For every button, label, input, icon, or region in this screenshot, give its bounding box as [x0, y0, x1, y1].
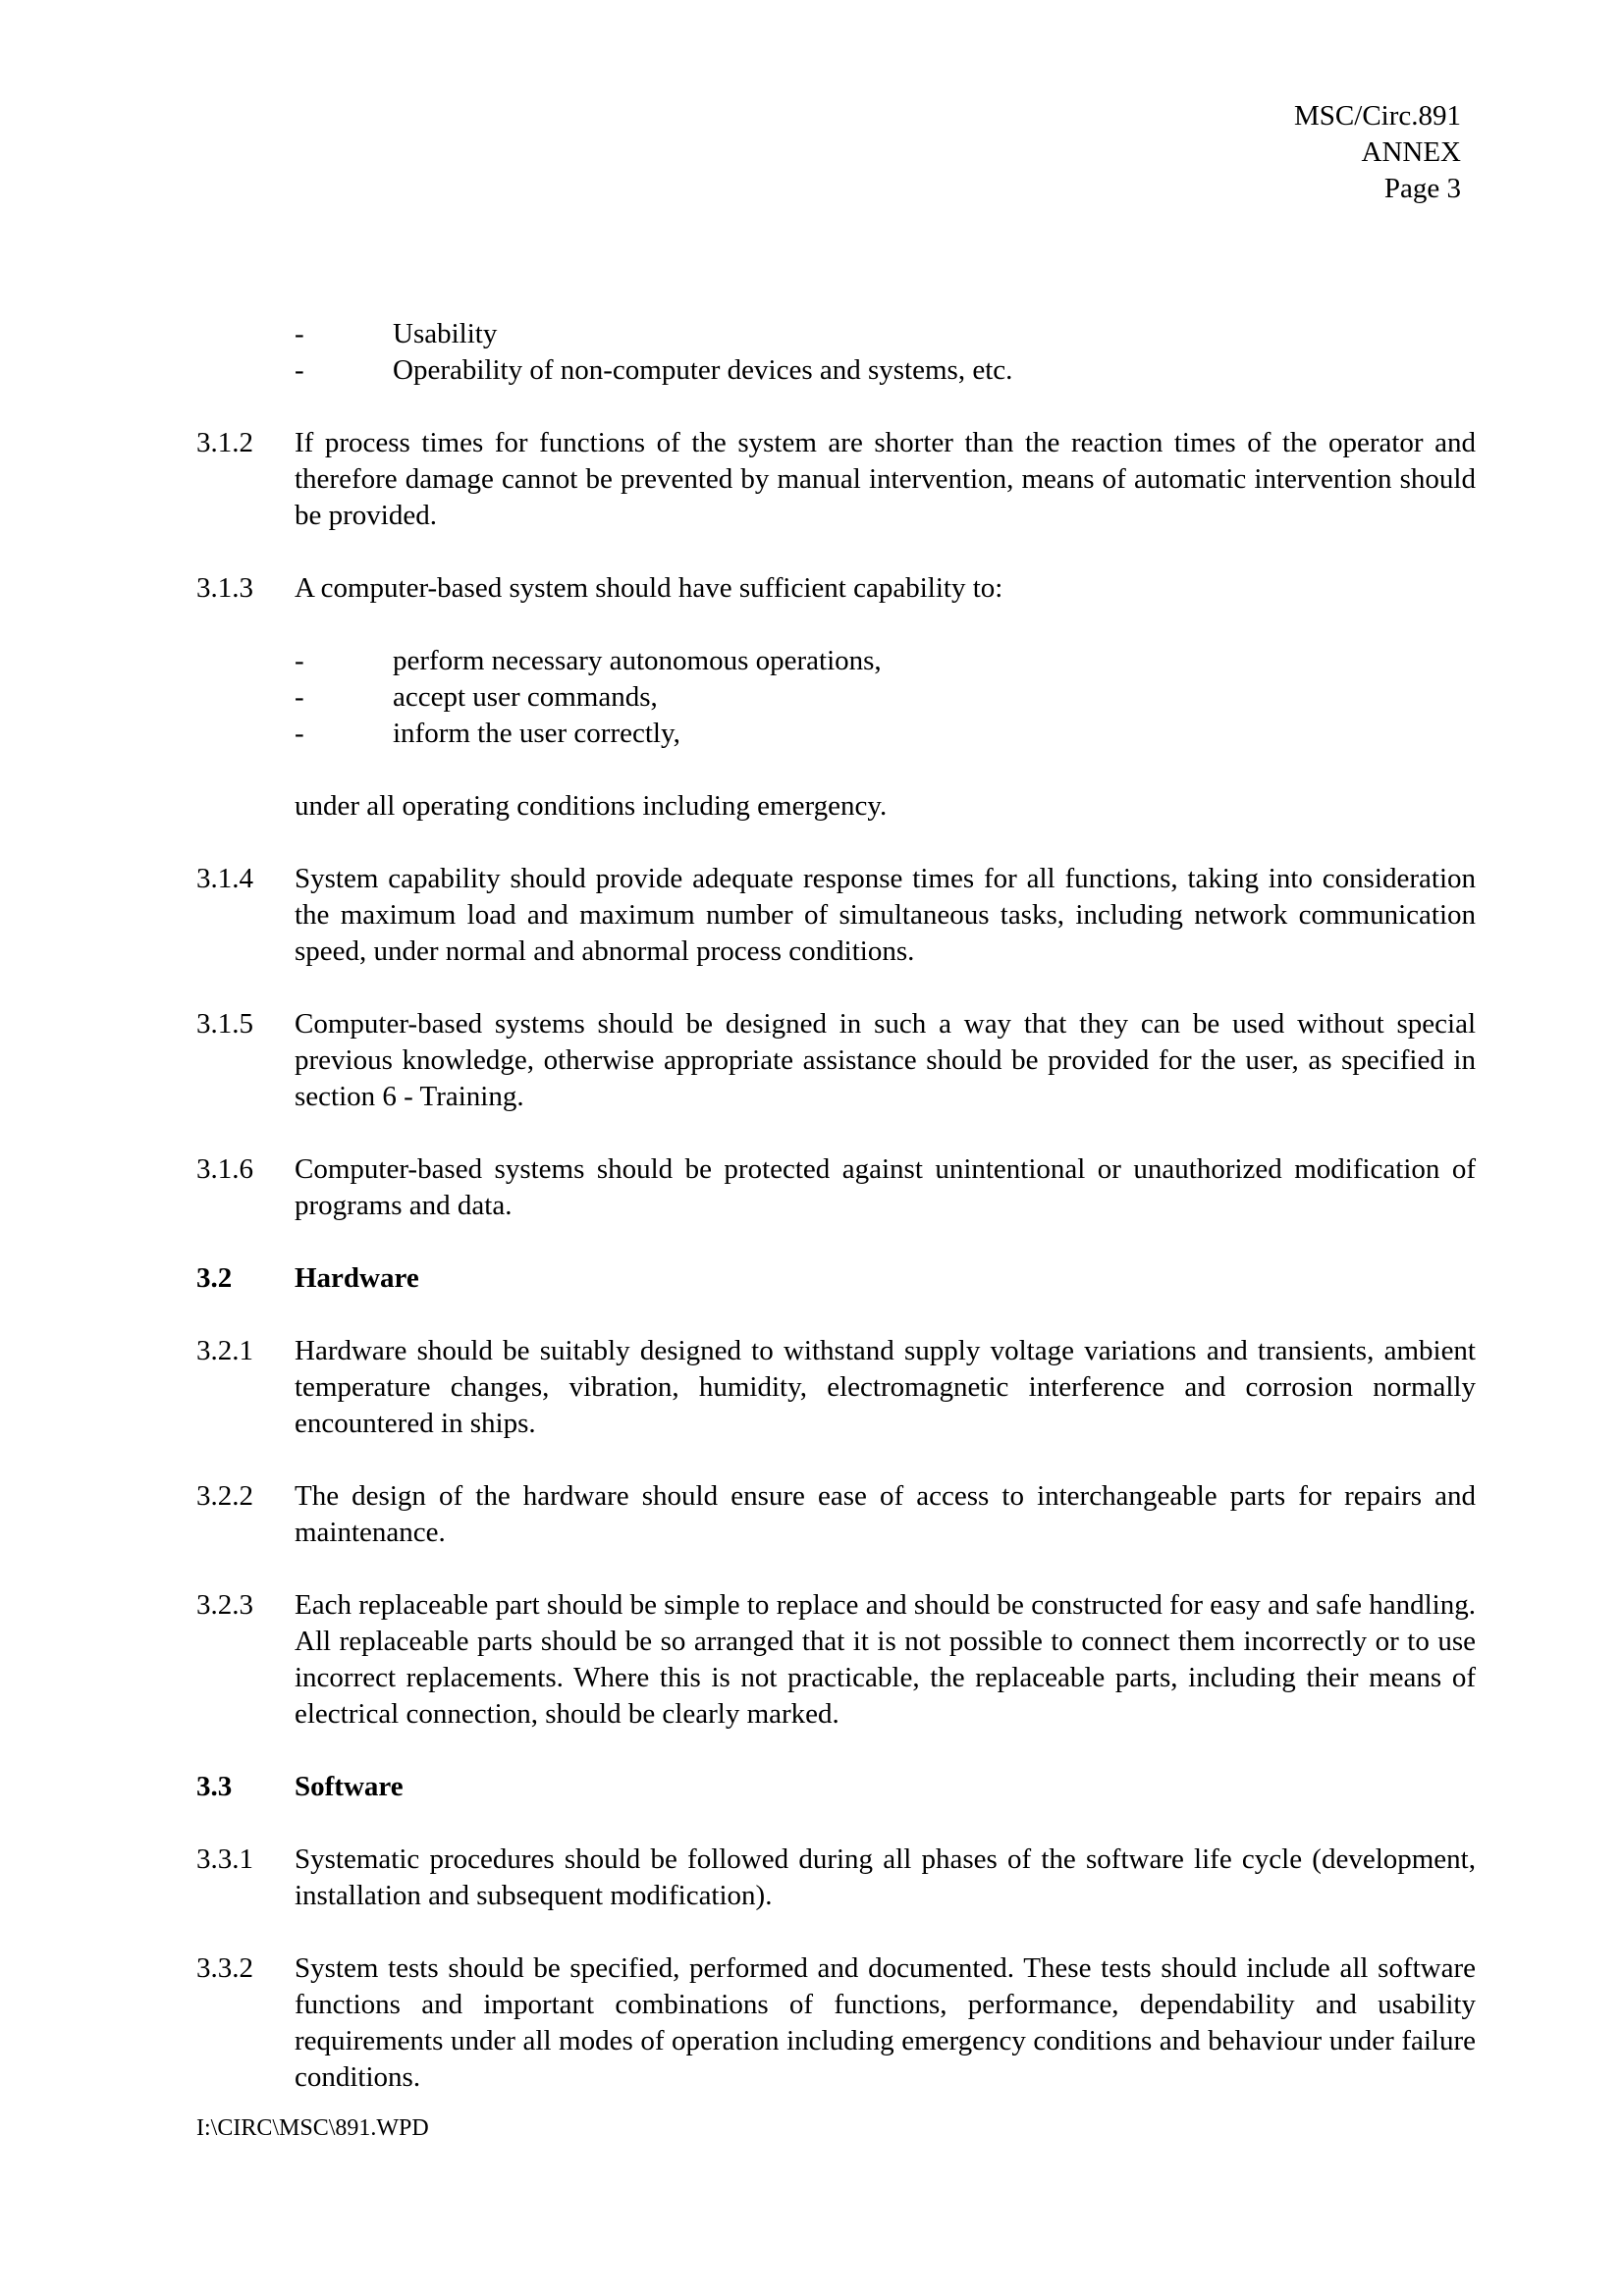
page-number: Page 3	[1383, 173, 1461, 204]
paragraph-3-2-1	[196, 1333, 1476, 1442]
list-item	[196, 316, 1476, 352]
doc-reference: MSC/Circ.891	[1294, 100, 1461, 132]
paragraph-text: System tests should be specified, performed and documented. These tests should include all software functions and important combinations of functions, performance, dependability and usability requirements under all modes of operation including emergency conditions and behaviour under failure conditions.	[295, 1952, 1476, 2093]
section-title: Hardware	[295, 1262, 419, 1294]
document-body	[196, 316, 1476, 2096]
paragraph-number: 3.2.3	[196, 1589, 253, 1621]
paragraph-text: Computer-based systems should be protected against unintentional or unauthorized modification of programs and data.	[295, 1153, 1476, 1221]
paragraph-text: A computer-based system should have sufficient capability to:	[295, 572, 1003, 604]
paragraph-3-1-2	[196, 425, 1476, 534]
list-item-text: accept user commands,	[393, 681, 658, 713]
section-title: Software	[295, 1771, 404, 1802]
bullet-dash: -	[295, 718, 304, 749]
list-item-text: perform necessary autonomous operations,	[393, 645, 882, 676]
paragraph-3-1-3	[196, 570, 1476, 607]
paragraph-number: 3.1.4	[196, 863, 253, 894]
capability-bullet-list	[196, 643, 1476, 752]
paragraph-text: Each replaceable part should be simple to replace and should be constructed for easy and safe handling. All replaceable parts should be so arranged that it is not possible to connect them incorrectly or to use incorrect replacements. Where this is not practicable, the replaceable parts, including their means of electrical connection, should be clearly marked.	[295, 1589, 1476, 1730]
section-number: 3.3	[196, 1771, 233, 1802]
paragraph-number: 3.3.1	[196, 1843, 253, 1875]
paragraph-text: Systematic procedures should be followed during all phases of the software life cycle (development, installation and subsequent modification).	[295, 1843, 1476, 1911]
intro-bullet-list	[196, 316, 1476, 389]
page-header	[1294, 98, 1461, 207]
paragraph-3-2-3	[196, 1587, 1476, 1733]
list-item	[196, 352, 1476, 389]
section-heading-software	[196, 1769, 1476, 1805]
list-item-text: inform the user correctly,	[393, 718, 680, 749]
paragraph-number: 3.1.3	[196, 572, 253, 604]
paragraph-3-1-5	[196, 1006, 1476, 1115]
file-path-footer: I:\CIRC\MSC\891.WPD	[196, 2115, 429, 2141]
list-item-text: Usability	[393, 318, 498, 349]
paragraph-3-3-1	[196, 1842, 1476, 1914]
paragraph-text: System capability should provide adequate response times for all functions, taking into consideration the maximum load and maximum number of simultaneous tasks, including network communication speed, under normal and abnormal process conditions.	[295, 863, 1476, 967]
paragraph-3-1-3-tail: under all operating conditions including emergency.	[295, 790, 888, 822]
section-number: 3.2	[196, 1262, 233, 1294]
bullet-dash: -	[295, 681, 304, 713]
list-item	[196, 643, 1476, 679]
list-item-text: Operability of non-computer devices and systems, etc.	[393, 354, 1013, 386]
bullet-dash: -	[295, 354, 304, 386]
section-heading-hardware	[196, 1260, 1476, 1297]
paragraph-number: 3.1.2	[196, 427, 253, 458]
paragraph-number: 3.2.2	[196, 1480, 253, 1512]
paragraph-number: 3.3.2	[196, 1952, 253, 1984]
paragraph-text: If process times for functions of the system are shorter than the reaction times of the operator and therefore damage cannot be prevented by manual intervention, means of automatic intervention should be provided.	[295, 427, 1476, 531]
paragraph-number: 3.1.6	[196, 1153, 253, 1185]
paragraph-3-2-2	[196, 1478, 1476, 1551]
paragraph-number: 3.2.1	[196, 1335, 253, 1366]
paragraph-text: The design of the hardware should ensure ease of access to interchangeable parts for repairs and maintenance.	[295, 1480, 1476, 1548]
paragraph-3-3-2	[196, 1950, 1476, 2096]
paragraph-3-1-6	[196, 1151, 1476, 1224]
list-item	[196, 716, 1476, 752]
paragraph-3-1-4	[196, 861, 1476, 970]
paragraph-text: Hardware should be suitably designed to withstand supply voltage variations and transients, ambient temperature changes, vibration, humidity, electromagnetic interference and corrosion normally encountered in ships.	[295, 1335, 1476, 1439]
bullet-dash: -	[295, 318, 304, 349]
list-item	[196, 679, 1476, 716]
paragraph-number: 3.1.5	[196, 1008, 253, 1040]
paragraph-text: Computer-based systems should be designed in such a way that they can be used without special previous knowledge, otherwise appropriate assistance should be provided for the user, as specified in section 6 - Training.	[295, 1008, 1476, 1112]
annex-label: ANNEX	[1361, 136, 1461, 168]
bullet-dash: -	[295, 645, 304, 676]
